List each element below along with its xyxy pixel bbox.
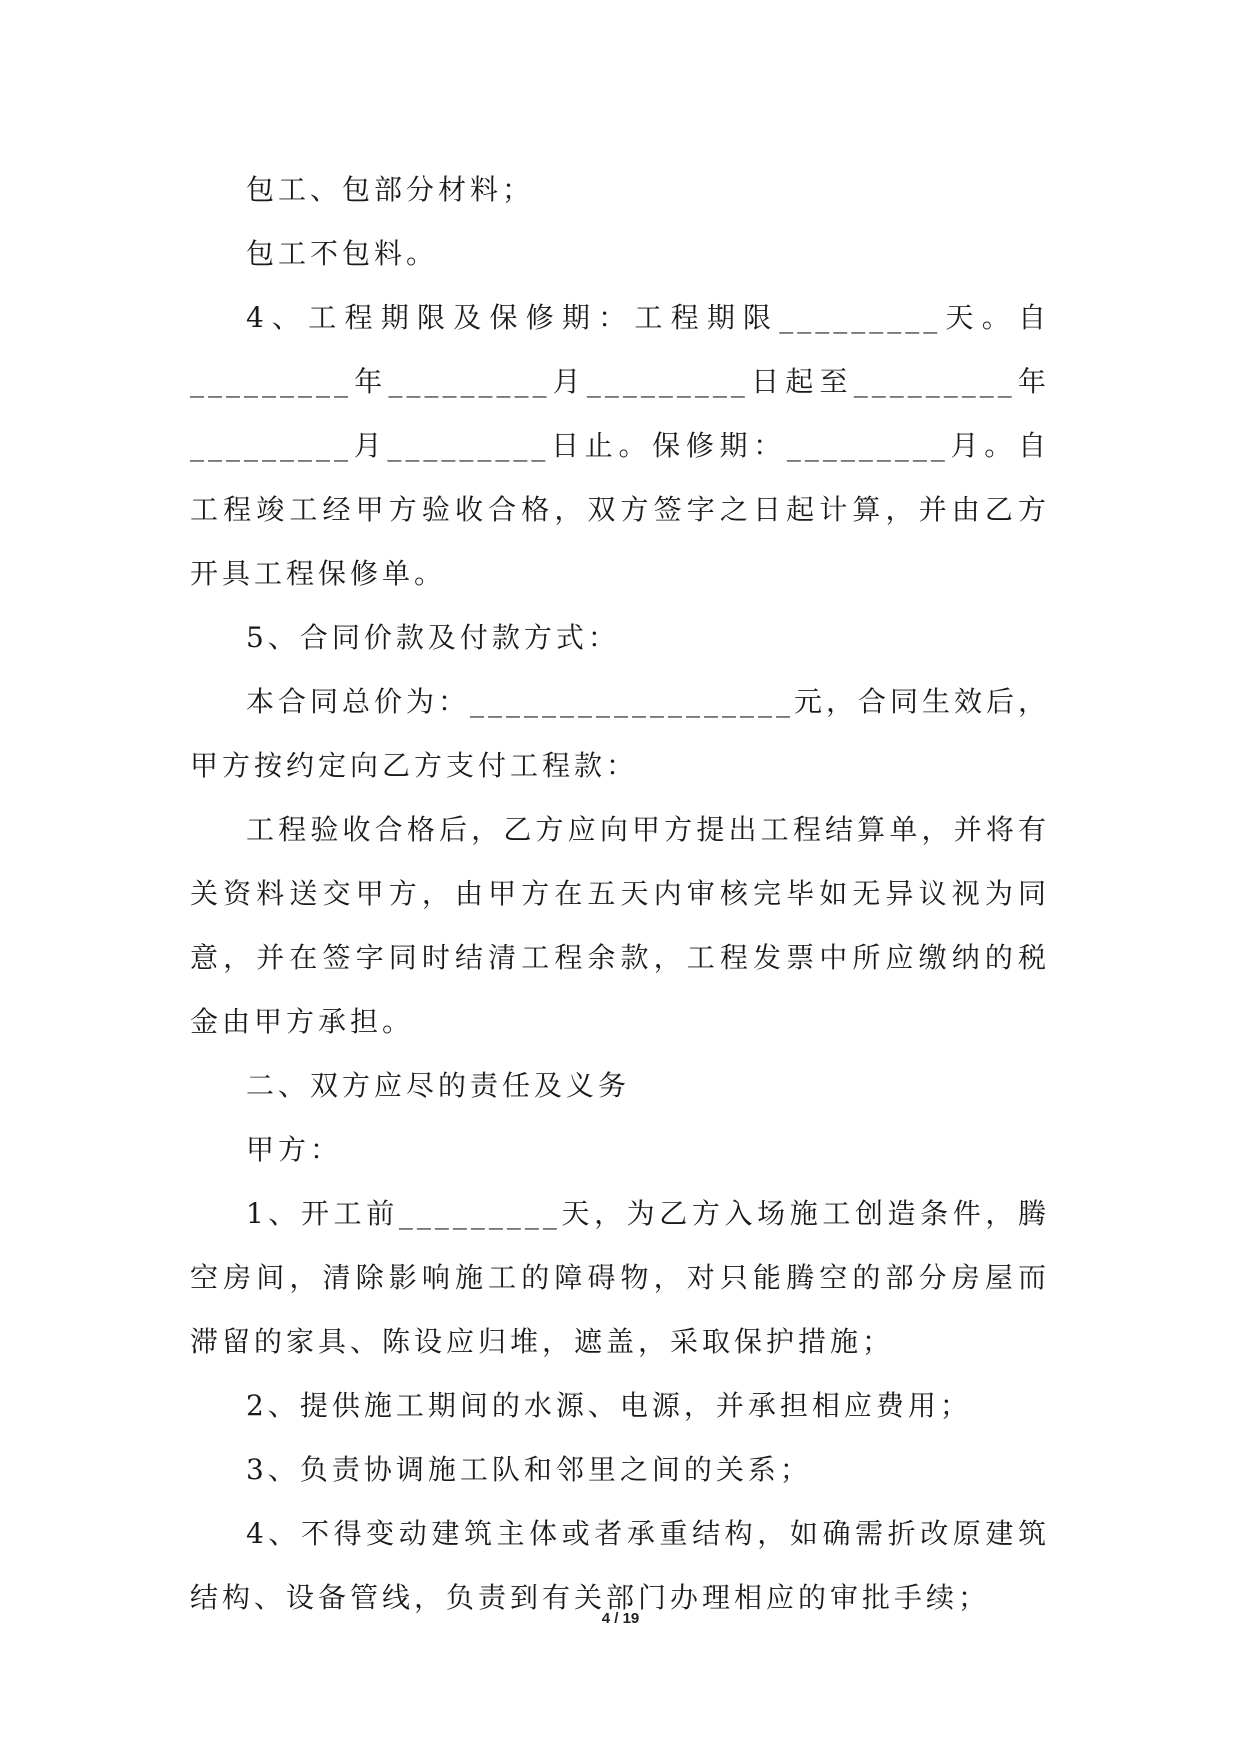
- paragraph-price-payment-heading: 5、合同价款及付款方式：: [246, 621, 620, 654]
- document-body: [190, 158, 1063, 1630]
- party-a-label: 甲方：: [246, 1133, 343, 1166]
- paragraph-settlement: 工程验收合格后，乙方应向甲方提出工程结算单，并将有关资料送交甲方，由甲方在五天内审核完毕如无异议视为同意，并在签字同时结清工程余款，工程发票中所应缴纳的税金由甲方承担。: [190, 813, 1050, 1038]
- paragraph-scope-partial-materials: 包工、包部分材料；: [246, 173, 535, 206]
- party-a-item-2: 2、提供施工期间的水源、电源，并承担相应费用；: [246, 1389, 972, 1422]
- paragraph-term-and-warranty: 4、工程期限及保修期：工程期限_________天。自_________年_________月_________日起至_________年 _________月_________日止。保修期：_________月。自工程竣工经甲方验收合格，双方签字之日起计算，并由乙方开具工程保修单。: [190, 301, 1063, 590]
- party-a-item-1: 1、开工前_________天，为乙方入场施工创造条件，腾空房间，清除影响施工的障碍物，对只能腾空的部分房屋而滞留的家具、陈设应归堆，遮盖，采取保护措施；: [190, 1197, 1050, 1358]
- section-heading-responsibilities: 二、双方应尽的责任及义务: [246, 1069, 631, 1102]
- party-a-item-3: 3、负责协调施工队和邻里之间的关系；: [246, 1453, 812, 1486]
- paragraph-scope-labor-only: 包工不包料。: [246, 237, 439, 270]
- page-number: 4 / 19: [601, 1610, 640, 1627]
- party-a-item-4: 4、不得变动建筑主体或者承重结构，如确需折改原建筑结构、设备管线，负责到有关部门办理相应的审批手续；: [190, 1517, 1050, 1614]
- paragraph-total-price: 本合同总价为：__________________元，合同生效后，甲方按约定向乙方支付工程款：: [190, 685, 1051, 782]
